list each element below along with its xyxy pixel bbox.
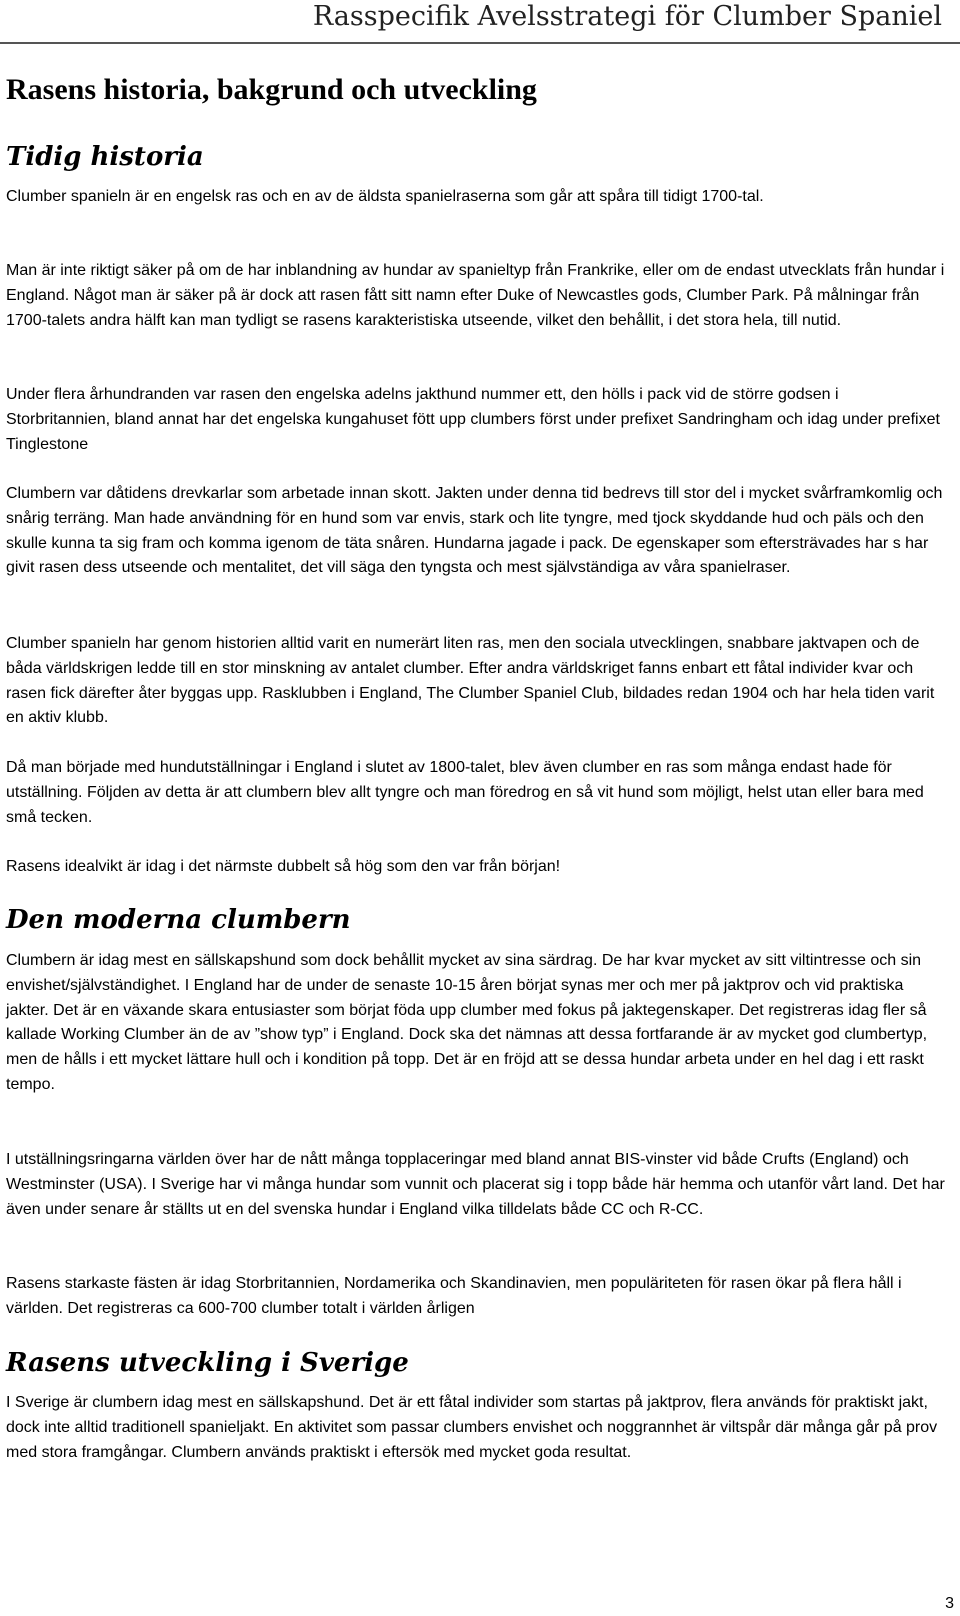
page-title: Rasens historia, bakgrund och utveckling [6,73,537,106]
paragraph: Clumbern var dåtidens drevkarlar som arbetade innan skott. Jakten under denna tid bedrevs till stor del i mycket svårframkomlig och snårig terräng. Man hade användning för en hund som var envis, stark och lite tyngre, med tjock skyddande hud och päls och den skulle kunna ta sig fram och komma igenom de täta snåren. Hundarna jagade i pack. De egenskaper som eftersträvades har s har givit rasen dess utseende och mentalitet, det vill säga den tyngsta och mest självständiga av våra spanielraser. [6,485,943,577]
paragraph: I Sverige är clumbern idag mest en sällskapshund. Det är ett fåtal individer som startas på jaktprov, flera används för praktiskt jakt, dock inte alltid traditionell spanieljakt. En aktivitet som passar clumbers envishet och noggrannhet är viltspår där många går på prov med stora framgångar. Clumbern används praktiskt i eftersök med mycket goda resultat. [6,1394,938,1461]
page-number: 3 [945,1595,954,1612]
paragraph: Rasens starkaste fästen är idag Storbritannien, Nordamerika och Skandinavien, men populäriteten för rasen ökar på flera håll i världen. Det registreras ca 600-700 clumber totalt i världen årligen [6,1275,902,1317]
paragraph: Clumber spanieln är en engelsk ras och en av de äldsta spanielraserna som går att spåra till tidigt 1700-tal. [6,188,764,205]
paragraph: Rasens idealvikt är idag i det närmste dubbelt så hög som den var från början! [6,858,561,875]
section-heading-den-moderna-clumbern: Den moderna clumbern [6,905,351,935]
section-heading-tidig-historia: Tidig historia [6,142,204,172]
document-header-title: Rasspecifik Avelsstrategi för Clumber Spaniel [312,1,942,32]
paragraph: Man är inte riktigt säker på om de har inblandning av hundar av spanieltyp från Frankrike, eller om de endast utvecklats från hundar i England. Något man är säker på är dock att rasen fått sitt namn efter Duke of Newcastles gods, Clumber Park. På målningar från 1700-talets andra hälft kan man tydligt se rasens karakteristiska utseende, vilket den behållit, i det stora hela, till nutid. [6,262,945,329]
paragraph: Clumbern är idag mest en sällskapshund som dock behållit mycket av sina särdrag. De har kvar mycket av sitt viltintresse och sin envishet/självständighet. I England har de under de senaste 10-15 åren börjat synas mer och mer på jaktprov och vid praktiska jakter. Det är en växande skara entusiaster som börjat föda upp clumber med fokus på jaktegenskaper. Det registreras idag fler så kallade Working Clumber än de av ”show typ” i England. Dock ska det nämnas att dessa fortfarande är av mycket god clumbertyp, men de hålls i ett mycket lättare hull och i kondition på topp. Det är en fröjd att se dessa hundar arbeta under en hel dag i ett raskt tempo. [6,952,928,1093]
paragraph: Clumber spanieln har genom historien alltid varit en numerärt liten ras, men den sociala utvecklingen, snabbare jaktvapen och de båda världskrigen ledde till en stor minskning av antalet clumber. Efter andra världskriget fanns enbart ett fåtal individer kvar och rasen fick därefter åter byggas upp. Rasklubben i England, The Clumber Spaniel Club, bildades redan 1904 och har hela tiden varit en aktiv klubb. [6,635,935,727]
header-divider [0,42,960,44]
paragraph: Då man började med hundutställningar i England i slutet av 1800-talet, blev även clumber en ras som många endast hade för utställning. Följden av detta är att clumbern blev allt tyngre och man föredrog en så vit hund som möjligt, helst utan eller bara med små tecken. [6,759,924,826]
paragraph: I utställningsringarna världen över har de nått många topplaceringar med bland annat BIS-vinster vid både Crufts (England) och Westminster (USA). I Sverige har vi många hundar som vunnit och placerat sig i topp både här hemma och utanför vårt land. Det har även under senare år ställts ut en del svenska hundar i England vilka tilldelats både CC och R-CC. [6,1151,945,1218]
section-heading-rasens-utveckling-i-sverige: Rasens utveckling i Sverige [6,1348,409,1378]
paragraph: Under flera århundranden var rasen den engelska adelns jakthund nummer ett, den hölls i pack vid de större godsen i Storbritannien, bland annat har det engelska kungahuset fött upp clumbers först under prefixet Sandringham och idag under prefixet Tinglestone [6,386,940,453]
